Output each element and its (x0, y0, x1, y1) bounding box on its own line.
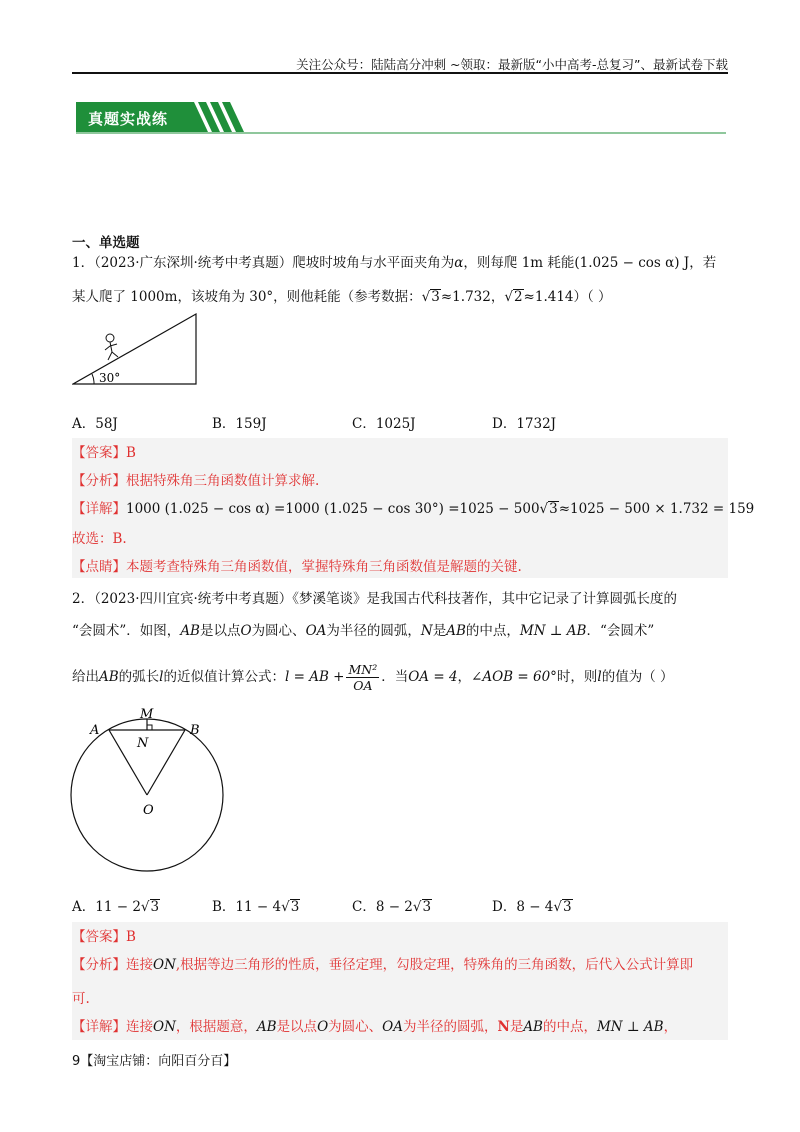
detail-tag: 【详解】 (72, 1019, 126, 1035)
segment-on: ON (153, 957, 176, 973)
sqrt-radicand: 3 (290, 899, 300, 915)
analysis-tag: 【分析】 (72, 957, 126, 973)
q2-text: 为半径的圆弧， (326, 623, 421, 639)
point-n: N (497, 1019, 510, 1035)
q1-text: 某人爬了 1000m，该坡角为 30°，则他耗能（参考数据： (72, 289, 422, 305)
section-banner (76, 100, 726, 138)
analysis-text: 根据特殊角三角函数值计算求解. (126, 473, 320, 489)
answer-value: B (126, 445, 136, 461)
circle-figure (70, 708, 250, 873)
arc-length-l: l (597, 669, 602, 685)
q2-option-a: A．11 − 2√3 (72, 899, 160, 915)
condition-oa: OA = 4 (408, 669, 458, 685)
point-o: O (317, 1019, 329, 1035)
detail-text: 是 (509, 1019, 524, 1035)
detail-text: 为圆心、 (328, 1019, 383, 1035)
q1-text: ，若 (689, 255, 717, 271)
analysis-text: ,根据等边三角形的性质，垂径定理，勾股定理，特殊角的三角函数，后代入公式计算即 (175, 957, 694, 973)
detail-tag: 【详解】 (72, 501, 126, 517)
comment-tag: 【点睛】 (72, 559, 126, 575)
label-b: B (190, 723, 200, 738)
detail-expression: ≈1025 − 500 × 1.732 = 159 (558, 501, 755, 517)
q2-text: 是 (432, 623, 447, 639)
q1-analysis (72, 472, 319, 490)
label-m: M (140, 708, 154, 722)
mn-perp-ab: MN ⊥ AB (519, 623, 587, 639)
q2-analysis (72, 956, 693, 974)
arc-ab: AB (180, 623, 200, 639)
detail-text: ， (663, 1019, 678, 1035)
header-divider (72, 72, 728, 74)
q2-text: “会圆术”．如图， (72, 623, 181, 639)
segment-ab: AB (523, 1019, 543, 1035)
q2-analysis-cont: 可. (72, 991, 90, 1007)
q2-text: 的弧长 (118, 669, 160, 685)
q2-text: 为圆心、 (251, 623, 306, 639)
alpha-symbol: α (454, 255, 464, 271)
q1-option-c: C．1025J (352, 416, 416, 432)
answer-value: B (126, 929, 136, 945)
q1-option-b: B．159J (212, 416, 267, 432)
arc-ab: AB (99, 669, 119, 685)
option-text: B．11 − 4 (212, 899, 282, 915)
q2-answer (72, 928, 136, 946)
q2-line1: 2．（2023·四川宜宾·统考中考真题）《梦溪笔谈》是我国古代科技著作，其中它记录了计算圆弧长度的 (72, 591, 678, 607)
fraction-denominator: OA (353, 678, 373, 693)
q1-option-a: A．58J (72, 416, 118, 432)
formula-lhs: l = AB + (285, 669, 345, 685)
answer-tag: 【答案】 (72, 929, 126, 945)
segment-oa: OA (382, 1019, 403, 1035)
page-footer: 9【淘宝店铺：向阳百分百】 (72, 1054, 237, 1069)
detail-expression: 1000 (1.025 − cos α) =1000 (1.025 − cos 30°) =1025 − 500 (126, 501, 540, 517)
sqrt-radicand: 3 (549, 501, 558, 517)
q2-text: 的中点， (465, 623, 520, 639)
q1-text: ≈1.414）（ ） (523, 289, 612, 305)
sqrt-radicand: 3 (422, 899, 432, 915)
q1-text: 1．（2023·广东深圳·统考中考真题）爬坡时坡角与水平面夹角为 (72, 255, 455, 271)
detail-text: ，根据题意， (175, 1019, 257, 1035)
q1-option-d: D．1732J (492, 416, 557, 432)
q2-option-c: C．8 − 2√3 (352, 899, 432, 915)
q2-text: 时，则 (556, 669, 598, 685)
answer-tag: 【答案】 (72, 445, 126, 461)
sqrt-radicand: 2 (513, 289, 523, 305)
segment-ab: AB (446, 623, 466, 639)
option-text: D．8 − 4 (492, 899, 554, 915)
mn-perp-ab: MN ⊥ AB (596, 1019, 664, 1035)
formula-fraction (346, 662, 379, 693)
sqrt-radicand: 3 (150, 899, 160, 915)
q2-detail (72, 1018, 677, 1036)
q1-detail: 【详解】1000 (1.025 − cos α) =1000 (1.025 − cos 30°) =1025 − 500√3≈1025 − 500 × 1.732 = 159 (72, 501, 755, 517)
q2-text: 是以点 (199, 623, 241, 639)
slope-figure (72, 310, 202, 390)
arc-ab: AB (256, 1019, 277, 1035)
q2-text: 的近似值计算公式： (163, 669, 285, 685)
q2-line3 (72, 662, 674, 693)
arc-length-l: l (159, 669, 164, 685)
q1-text: ，则每爬 1m 耗能 (463, 255, 575, 271)
comment-text: 本题考查特殊角三角函数值，掌握特殊角三角函数值是解题的关键. (126, 559, 522, 575)
q2-option-d: D．8 − 4√3 (492, 899, 572, 915)
q2-text: ， (457, 669, 472, 685)
q2-line2 (72, 622, 654, 640)
q1-line1 (72, 254, 716, 272)
q2-text: 给出 (72, 669, 99, 685)
q1-choice: 故选：B. (72, 531, 127, 547)
analysis-text: 连接 (126, 957, 153, 973)
point-n: N (420, 623, 433, 639)
detail-text: 是以点 (276, 1019, 318, 1035)
option-text: A．11 − 2 (72, 899, 141, 915)
q2-option-b: B．11 − 4√3 (212, 899, 300, 915)
label-a: A (90, 723, 100, 738)
q2-text: ．“会圆术” (586, 623, 655, 639)
q1-text: ≈1.732， (440, 289, 505, 305)
option-text: C．8 − 2 (352, 899, 413, 915)
section-title: 一、单选题 (72, 235, 140, 251)
sqrt-radicand: 3 (563, 899, 572, 915)
point-o: O (240, 623, 252, 639)
segment-oa: OA (305, 623, 327, 639)
q1-answer (72, 444, 136, 462)
analysis-tag: 【分析】 (72, 473, 126, 489)
q1-comment (72, 558, 522, 576)
segment-on: ON (153, 1019, 176, 1035)
page-header: 关注公众号：陆陆高分冲刺 ~领取：最新版“小中高考-总复习”、最新试卷下载 (296, 57, 728, 72)
q1-line2: 某人爬了 1000m，该坡角为 30°，则他耗能（参考数据：√3≈1.732，√2≈1.414）（ ） (72, 289, 612, 305)
sqrt-radicand: 3 (431, 289, 440, 305)
detail-text: 连接 (126, 1019, 153, 1035)
q2-text: ．当 (381, 669, 409, 685)
detail-text: 为半径的圆弧， (402, 1019, 498, 1035)
banner-label: 真题实战练 (88, 110, 169, 128)
angle-label: 30° (99, 371, 121, 385)
label-n: N (137, 736, 149, 751)
condition-angle: ∠AOB = 60° (471, 669, 557, 685)
detail-text: 的中点， (542, 1019, 597, 1035)
label-o: O (143, 803, 154, 818)
energy-expression: (1.025 − cos α) J (574, 255, 690, 271)
q2-text: 的值为（ ） (601, 669, 674, 685)
fraction-numerator: MN² (348, 662, 378, 677)
